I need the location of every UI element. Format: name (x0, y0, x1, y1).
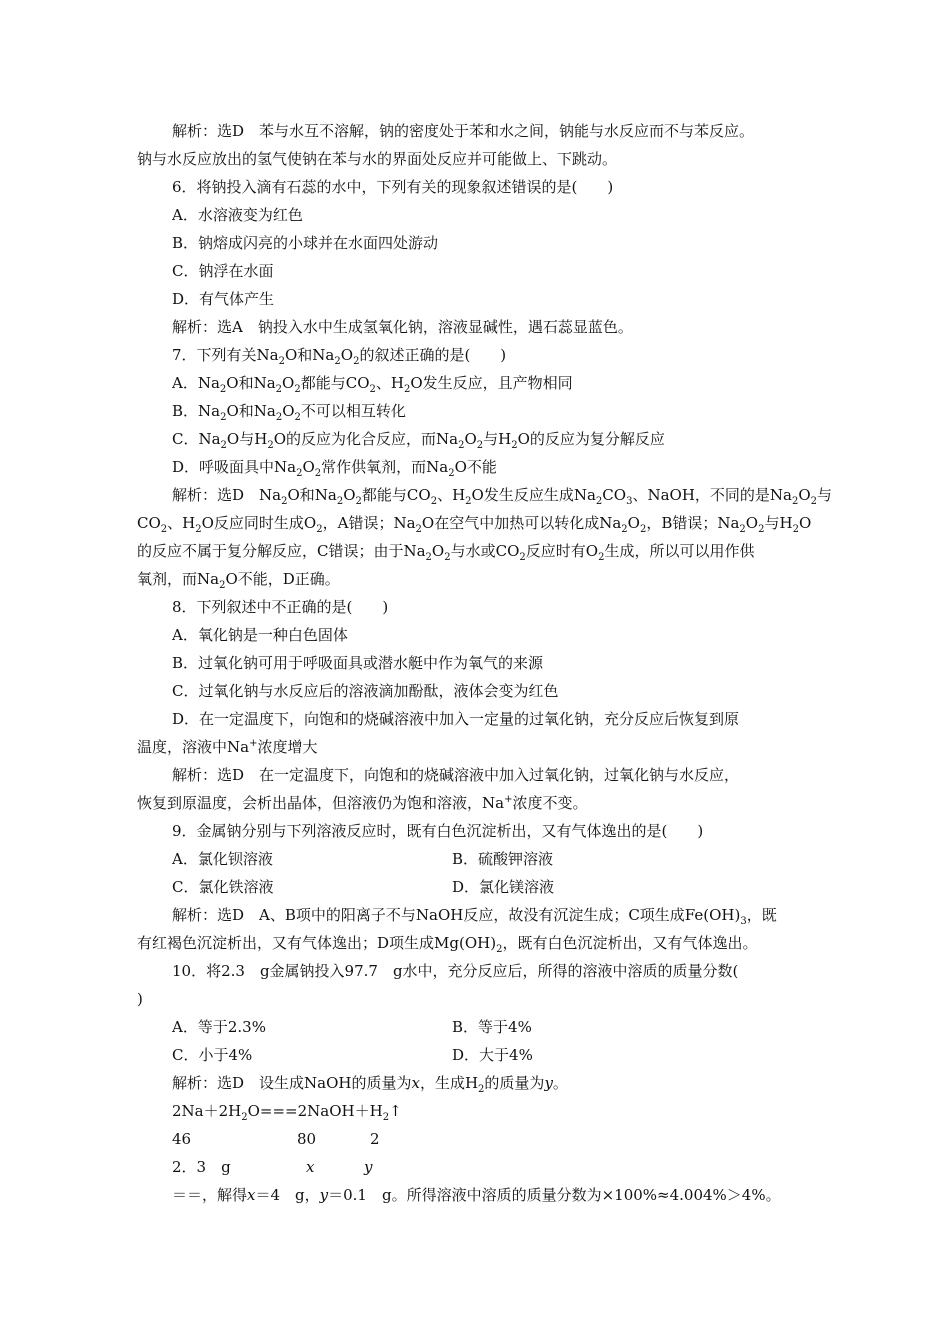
q7-option-d: D．呼吸面具中$Na_2O_2$常作供氧剂，而$Na_2O$不能 (172, 458, 497, 479)
q8-solution-line-1: 解析：选D 在一定温度下，向饱和的烧碱溶液中加入过氧化钠，过氧化钠与水反应， (172, 766, 740, 784)
molar-mass-46: 46 (172, 1130, 192, 1148)
molar-mass-80: 80 (297, 1130, 317, 1148)
q10-solution-line-1: 解析：选D 设生成NaOH的质量为x，生成$H_2$的质量为y。 (172, 1074, 568, 1095)
q7-stem: 7．下列有关$Na_2O$和$Na_2O_2$的叙述正确的是( ) (172, 346, 507, 367)
q7-solution-line-3: 的反应不属于复分解反应，C错误；由于$Na_2O_2$与水或$CO_2$反应时有$O_2$生成，所以可以用作供 (137, 542, 755, 563)
q8-option-d-line-1: D．在一定温度下，向饱和的烧碱溶液中加入一定量的过氧化钠，充分反应后恢复到原 (172, 710, 740, 728)
q7-option-b: B．$Na_2O$和$Na_2O_2$不可以相互转化 (172, 402, 406, 423)
q8-option-d-text-b: 浓度增大 (257, 738, 318, 756)
q10-option-a: A．等于2.3% (172, 1018, 266, 1036)
reaction-equation: $2Na+2H_2O===2NaOH+H_2↑$ (172, 1102, 402, 1123)
q8-stem: 8．下列叙述中不正确的是( ) (172, 598, 389, 616)
q6-stem: 6．将钠投入滴有石蕊的水中，下列有关的现象叙述错误的是( ) (172, 178, 614, 196)
q6-option-b: B．钠熔成闪亮的小球并在水面四处游动 (172, 234, 439, 252)
q8-solution-text-b: 浓度不变。 (512, 794, 588, 812)
q10-option-b: B．等于4% (452, 1018, 532, 1036)
q7-solution-line-4: 氧剂，而$Na_2O$不能，D正确。 (137, 570, 340, 591)
unknown-x: x (306, 1158, 315, 1176)
q10-option-d: D．大于4% (452, 1046, 533, 1064)
q9-stem: 9．金属钠分别与下列溶液反应时，既有白色沉淀析出，又有气体逸出的是( ) (172, 822, 704, 840)
q8-option-b: B．过氧化钠可用于呼吸面具或潜水艇中作为氧气的来源 (172, 654, 544, 672)
q9-solution-line-2: 有红褐色沉淀析出，又有气体逸出；D项生成$Mg(OH)_2$，既有白色沉淀析出，又有气体逸出。 (137, 934, 758, 955)
plus-superscript: + (504, 794, 513, 805)
q8-option-a: A．氧化钠是一种白色固体 (172, 626, 348, 644)
given-mass: 2．3 g (172, 1158, 231, 1176)
q7-solution-line-2: $CO_2$、$H_2O$反应同时生成$O_2$，A错误；$Na_2O$在空气中加热可以转化成$Na_2O_2$，B错误；$Na_2O_2$与$H_2O$ (137, 514, 812, 535)
unknown-y: y (364, 1158, 373, 1176)
q8-solution-line-2 (137, 793, 587, 813)
q8-option-c: C．过氧化钠与水反应后的溶液滴加酚酞，液体会变为红色 (172, 682, 559, 700)
plus-superscript: + (249, 738, 258, 749)
q7-option-c: C．$Na_2O$与$H_2O$的反应为化合反应，而$Na_2O_2$与$H_2O$的反应为复分解反应 (172, 430, 665, 451)
molar-mass-2: 2 (370, 1130, 380, 1148)
q6-option-c: C．钠浮在水面 (172, 262, 274, 280)
q10-stem-line-2: ) (137, 990, 143, 1008)
q9-option-d: D．氯化镁溶液 (452, 878, 555, 896)
q6-option-a: A．水溶液变为红色 (172, 206, 303, 224)
q10-stem-line-1: 10．将2.3 g金属钠投入97.7 g水中，充分反应后，所得的溶液中溶质的质量分数( (172, 962, 739, 980)
q5-solution-line-1: 解析：选D 苯与水互不溶解，钠的密度处于苯和水之间，钠能与水反应而不与苯反应。 (172, 122, 755, 140)
q8-solution-text-a: 恢复到原温度，会析出晶体，但溶液仍为饱和溶液，Na (137, 794, 505, 812)
q10-option-c: C．小于4% (172, 1046, 253, 1064)
q7-solution-line-1: 解析：选D $Na_2O$和$Na_2O_2$都能与$CO_2$、$H_2O$发生反应生成$Na_2CO_3$、NaOH，不同的是$Na_2O_2$与 (172, 486, 833, 507)
q8-option-d-line-2 (137, 737, 317, 757)
q7-option-a: A．$Na_2O$和$Na_2O_2$都能与$CO_2$、$H_2O$发生反应，且产物相同 (172, 374, 573, 395)
q9-option-a: A．氯化钡溶液 (172, 850, 273, 868)
q9-option-b: B．硫酸钾溶液 (452, 850, 554, 868)
q10-solution-result: ＝＝，解得x＝4 g，y＝0.1 g。所得溶液中溶质的质量分数为×100%≈4.004%＞4%。 (172, 1186, 781, 1204)
q9-solution-line-1: 解析：选D A、B项中的阳离子不与NaOH反应，故没有沉淀生成；C项生成$Fe(OH)_3$，既 (172, 906, 777, 927)
q9-option-c: C．氯化铁溶液 (172, 878, 274, 896)
q6-solution: 解析：选A 钠投入水中生成氢氧化钠，溶液显碱性，遇石蕊显蓝色。 (172, 318, 633, 336)
q6-option-d: D．有气体产生 (172, 290, 275, 308)
q5-solution-line-2: 钠与水反应放出的氢气使钠在苯与水的界面处反应并可能做上、下跳动。 (137, 150, 618, 168)
q8-option-d-text-a: 温度，溶液中Na (137, 738, 250, 756)
